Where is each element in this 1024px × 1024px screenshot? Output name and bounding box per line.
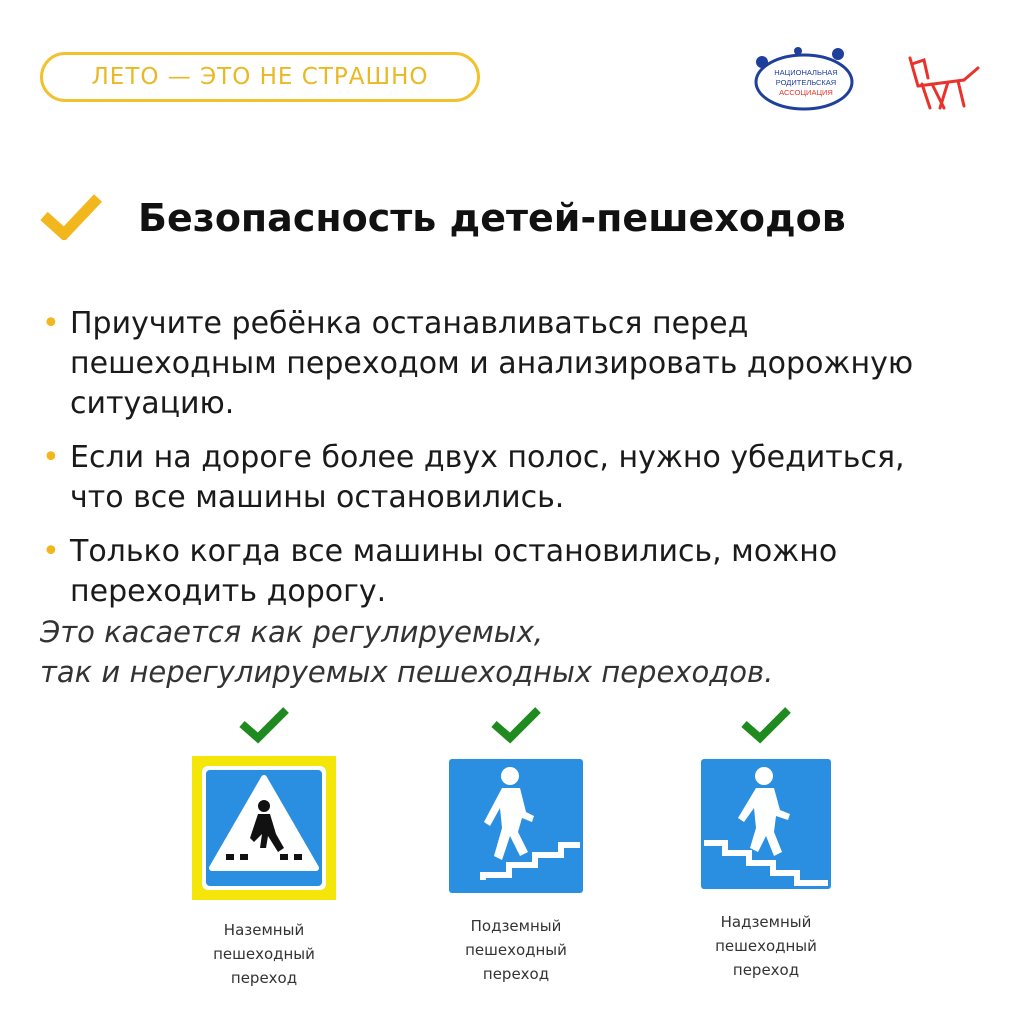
logo-line-2: РОДИТЕЛЬСКАЯ	[775, 78, 837, 87]
list-item	[40, 438, 1010, 518]
caption-line: Подземный	[470, 917, 562, 935]
sign-ground-crossing	[164, 704, 364, 990]
bullet-3-line-2: переходить дорогу.	[70, 574, 387, 609]
caption-line: Надземный	[720, 913, 812, 931]
note-line-2: так и нерегулируемых пешеходных переходов.	[40, 655, 774, 689]
npa-logo-icon	[752, 44, 856, 114]
note-line-1: Это касается как регулируемых,	[40, 615, 544, 649]
logo-line-3: АССОЦИАЦИЯ	[779, 88, 833, 97]
underground-crossing-sign-icon	[446, 756, 586, 896]
bullet-1-line-3: ситуацию.	[70, 386, 235, 421]
caption-line: Наземный	[223, 921, 305, 939]
bullet-2-line-1: Если на дороге более двух полос, нужно убедиться,	[70, 440, 905, 475]
section-pill-label: ЛЕТО — ЭТО НЕ СТРАШНО	[91, 64, 429, 90]
bullet-3-line-1: Только когда все машины остановились, можно	[70, 534, 838, 569]
list-item	[40, 304, 1010, 424]
caption-line: пешеходный	[715, 937, 817, 955]
caption-line: пешеходный	[465, 941, 567, 959]
bullet-2-line-2: что все машины остановились.	[70, 480, 565, 515]
note-text	[40, 612, 1010, 692]
green-check-icon	[238, 704, 290, 744]
sign-caption	[666, 910, 866, 982]
logo-line-1: НАЦИОНАЛЬНАЯ	[774, 68, 838, 77]
advice-list	[40, 304, 1010, 692]
crosswalk-sign-icon	[192, 756, 336, 900]
section-pill	[40, 52, 480, 102]
chair-logo-icon	[904, 50, 982, 110]
caption-line: пешеходный	[213, 945, 315, 963]
sign-caption	[416, 914, 616, 986]
sign-underground-crossing	[416, 704, 616, 986]
sign-overhead-crossing	[666, 704, 866, 982]
caption-line: переход	[230, 969, 298, 987]
bullet-1-line-1: Приучите ребёнка останавливаться перед	[70, 306, 749, 341]
caption-line: переход	[482, 965, 550, 983]
overhead-crossing-sign-icon	[698, 756, 834, 892]
bullet-dot-icon: •	[42, 306, 60, 341]
caption-line: переход	[732, 961, 800, 979]
bullet-dot-icon: •	[42, 534, 60, 569]
list-item	[40, 532, 1010, 612]
bullet-1-line-2: пешеходным переходом и анализировать дорожную	[70, 346, 914, 381]
green-check-icon	[490, 704, 542, 744]
bullet-dot-icon: •	[42, 440, 60, 475]
green-check-icon	[740, 704, 792, 744]
page-title: Безопасность детей-пешеходов	[138, 196, 846, 240]
sign-caption	[164, 918, 364, 990]
signs-row	[0, 704, 1024, 1004]
heading-check-icon	[40, 192, 102, 240]
